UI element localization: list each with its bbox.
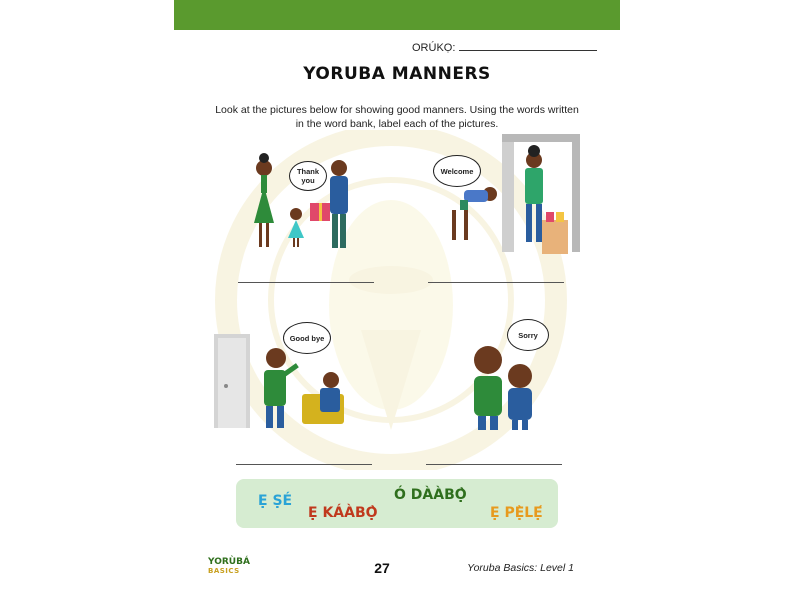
speech-bubble-thank-you: Thank you <box>289 161 327 191</box>
word-bank-word-epele: Ẹ PẸ̀LẸ́ <box>490 505 543 521</box>
scene-welcome <box>442 132 582 258</box>
word-bank-word-ekaabo: Ẹ KÁÀBỌ̀ <box>308 505 378 521</box>
name-label: ORÚKỌ: <box>412 42 456 54</box>
answer-line-4[interactable] <box>426 464 562 465</box>
speech-bubble-welcome: Welcome <box>433 155 481 187</box>
answer-line-3[interactable] <box>236 464 372 465</box>
scene-sorry <box>468 342 540 432</box>
speech-bubble-good-bye: Good bye <box>283 322 331 354</box>
page-title: YORUBA MANNERS <box>303 64 491 84</box>
top-banner <box>174 0 620 30</box>
answer-line-2[interactable] <box>428 282 564 283</box>
answer-line-1[interactable] <box>238 282 374 283</box>
speech-bubble-sorry: Sorry <box>507 319 549 351</box>
word-bank <box>236 479 558 528</box>
page-number: 27 <box>374 560 390 576</box>
name-field <box>412 40 597 54</box>
worksheet-page <box>174 0 620 596</box>
yoruba-basics-logo: YORÙBÁ BASICS <box>208 557 250 575</box>
name-blank-line[interactable] <box>459 40 597 51</box>
instructions-text: Look at the pictures below for showing good manners. Using the words written in the word bank, label each of the pictures. <box>215 104 579 130</box>
footer-book-title: Yoruba Basics: Level 1 <box>467 562 574 574</box>
word-bank-word-odaabo: Ó DÀÀBỌ̀ <box>394 487 467 503</box>
word-bank-word-ese: Ẹ ṢÉ <box>258 493 293 509</box>
